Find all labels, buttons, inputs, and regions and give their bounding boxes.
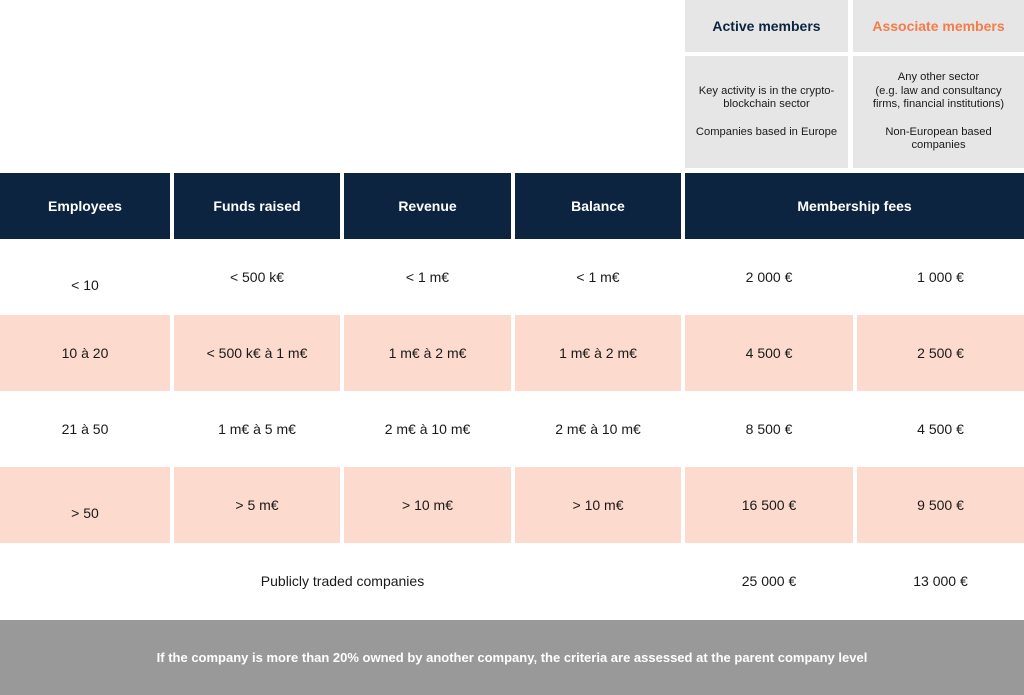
assoc-desc-line: Non-European based [885,125,992,138]
column-header-funds-raised: Funds raised [174,173,340,239]
cell-revenue: > 10 m€ [402,497,453,513]
ownership-note: If the company is more than 20% owned by another company, the criteria are assessed at the parent company level [0,620,1024,695]
cell-active-fee: 8 500 € [745,421,793,437]
cell-employees: 10 à 20 [61,345,109,361]
cell-balance: 1 m€ à 2 m€ [559,345,637,361]
cell-balance: < 1 m€ [576,269,620,285]
active-members-description [685,56,848,168]
assoc-desc-line: companies [911,139,966,152]
cell-active-fee: 16 500 € [741,497,797,513]
assoc-desc-line: (e.g. law and consultancy [875,84,1002,97]
active-members-heading: Active members [685,0,848,52]
assoc-desc-line: firms, financial institutions) [872,98,1005,111]
cell-associate-fee: 1 000 € [917,269,964,285]
cell-balance: > 10 m€ [572,497,624,513]
cell-employees: < 10 [71,277,99,293]
active-desc-line: Companies based in Europe [695,125,838,138]
cell-revenue: < 1 m€ [405,269,450,285]
cell-funds-raised: < 500 k€ [229,269,285,285]
cell-funds-raised: < 500 k€ à 1 m€ [206,345,308,361]
cell-active-fee: 2 000 € [745,269,793,285]
cell-associate-fee: 2 500 € [917,345,964,361]
column-header-membership-fees: Membership fees [685,173,1024,239]
cell-employees: > 50 [71,505,99,521]
cell-employees: 21 à 50 [61,421,109,437]
public-active-fee: 25 000 € [741,573,797,589]
cell-associate-fee: 9 500 € [917,497,964,513]
public-companies-label: Publicly traded companies [260,573,425,589]
column-header-employees: Employees [0,173,170,239]
cell-revenue: 1 m€ à 2 m€ [388,345,467,361]
associate-members-description [853,56,1024,168]
associate-members-heading: Associate members [853,0,1024,52]
active-desc-line: blockchain sector [723,98,810,111]
cell-active-fee: 4 500 € [745,345,793,361]
public-associate-fee: 13 000 € [913,573,968,589]
cell-funds-raised: > 5 m€ [235,497,279,513]
cell-associate-fee: 4 500 € [917,421,964,437]
assoc-desc-line: Any other sector [897,71,980,84]
column-header-balance: Balance [515,173,681,239]
column-header-revenue: Revenue [344,173,511,239]
active-desc-line: Key activity is in the crypto- [698,84,835,97]
cell-revenue: 2 m€ à 10 m€ [384,421,471,437]
cell-balance: 2 m€ à 10 m€ [555,421,641,437]
cell-funds-raised: 1 m€ à 5 m€ [218,421,296,437]
